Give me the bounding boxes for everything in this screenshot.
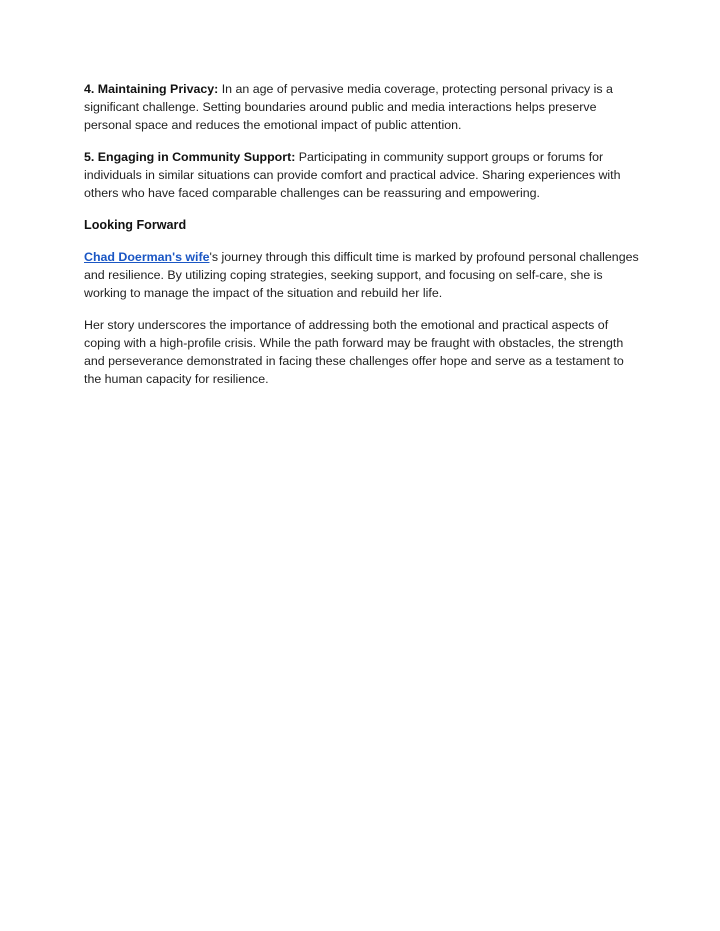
paragraph-story: Her story underscores the importance of addressing both the emotional and practical aspects of coping with a high-profile crisis. While the path forward may be fraught with obstacles, the strength and perseverance demonstrated in facing these challenges offer hope and serve as a testament to the human capacity for resilience. <box>84 318 624 386</box>
paragraph-text: 's journey through this difficult time is marked by profound personal challenges and resilience. By utilizing coping strategies, seeking support, and focusing on self-care, she is working to manage the impact of the situation and rebuild her life. <box>84 250 639 300</box>
item-title: 5. Engaging in Community Support: <box>84 150 296 164</box>
list-item-community-support <box>84 148 644 202</box>
item-title: 4. Maintaining Privacy: <box>84 82 219 96</box>
section-heading: Looking Forward <box>84 218 187 232</box>
paragraph-journey <box>84 248 644 302</box>
chad-doerman-wife-link[interactable]: Chad Doerman's wife <box>84 250 210 264</box>
item-text: Participating in community support groups or forums for individuals in similar situations can provide comfort and practical advice. Sharing experiences with others who have faced comparable challenges can be reassuring and empowering. <box>84 150 621 200</box>
item-text: In an age of pervasive media coverage, protecting personal privacy is a significant challenge. Setting boundaries around public and media interactions helps preserve personal space and reduces the emotional impact of public attention. <box>84 82 613 132</box>
document-body <box>84 80 644 402</box>
list-item-privacy <box>84 80 644 134</box>
